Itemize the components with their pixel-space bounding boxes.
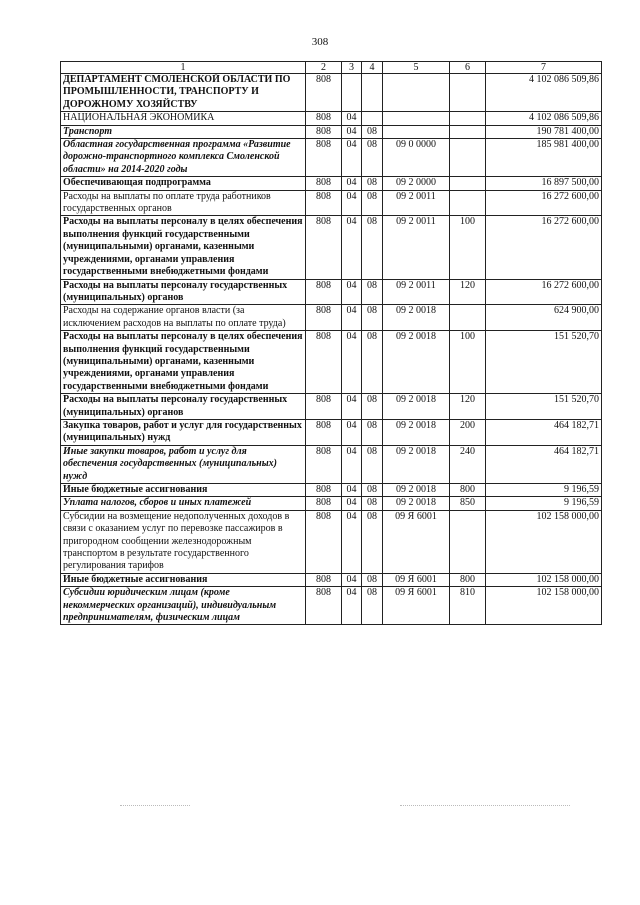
row-name-cell: Закупка товаров, работ и услуг для государственных (муниципальных) нужд	[61, 419, 306, 445]
section-code-cell: 04	[342, 139, 362, 177]
expense-type-cell: 810	[450, 587, 486, 625]
ministry-code-cell: 808	[306, 573, 342, 586]
amount-cell: 464 182,71	[486, 445, 602, 483]
amount-cell: 16 272 600,00	[486, 190, 602, 216]
row-name-cell: Расходы на выплаты персоналу государственных (муниципальных) органов	[61, 279, 306, 305]
target-article-cell	[383, 112, 450, 125]
expense-type-cell: 800	[450, 484, 486, 497]
subsection-code-cell: 08	[362, 125, 383, 138]
section-code-cell: 04	[342, 497, 362, 510]
subsection-code-cell: 08	[362, 216, 383, 279]
amount-cell: 9 196,59	[486, 484, 602, 497]
amount-cell: 16 897 500,00	[486, 177, 602, 190]
expense-type-cell: 120	[450, 279, 486, 305]
row-name-cell: Областная государственная программа «Развитие дорожно-транспортного комплекса Смоленской области» на 2014-2020 годы	[61, 139, 306, 177]
row-name-cell: Транспорт	[61, 125, 306, 138]
table-row	[61, 216, 602, 279]
amount-cell: 102 158 000,00	[486, 587, 602, 625]
section-code-cell: 04	[342, 484, 362, 497]
section-code-cell: 04	[342, 177, 362, 190]
amount-cell: 9 196,59	[486, 497, 602, 510]
expense-type-cell	[450, 112, 486, 125]
subsection-code-cell: 08	[362, 573, 383, 586]
ministry-code-cell: 808	[306, 216, 342, 279]
amount-cell: 16 272 600,00	[486, 216, 602, 279]
subsection-code-cell: 08	[362, 497, 383, 510]
ministry-code-cell: 808	[306, 510, 342, 573]
expense-type-cell: 200	[450, 419, 486, 445]
expense-type-cell	[450, 139, 486, 177]
row-name-cell: ДЕПАРТАМЕНТ СМОЛЕНСКОЙ ОБЛАСТИ ПО ПРОМЫШЛЕННОСТИ, ТРАНСПОРТУ И ДОРОЖНОМУ ХОЗЯЙСТВУ	[61, 74, 306, 112]
amount-cell: 102 158 000,00	[486, 510, 602, 573]
expense-type-cell	[450, 177, 486, 190]
target-article-cell: 09 Я 6001	[383, 587, 450, 625]
table-row	[61, 279, 602, 305]
table-row	[61, 139, 602, 177]
expense-type-cell	[450, 510, 486, 573]
ministry-code-cell: 808	[306, 74, 342, 112]
ministry-code-cell: 808	[306, 125, 342, 138]
section-code-cell: 04	[342, 125, 362, 138]
ministry-code-cell: 808	[306, 190, 342, 216]
expense-type-cell	[450, 305, 486, 331]
subsection-code-cell: 08	[362, 394, 383, 420]
section-code-cell: 04	[342, 394, 362, 420]
target-article-cell: 09 2 0011	[383, 216, 450, 279]
page-number: 308	[311, 36, 329, 48]
section-code-cell: 04	[342, 112, 362, 125]
row-name-cell: Иные бюджетные ассигнования	[61, 484, 306, 497]
section-code-cell: 04	[342, 587, 362, 625]
expense-type-cell: 800	[450, 573, 486, 586]
section-code-cell: 04	[342, 279, 362, 305]
subsection-code-cell: 08	[362, 279, 383, 305]
column-header-7: 7	[486, 62, 602, 74]
ministry-code-cell: 808	[306, 177, 342, 190]
table-row	[61, 177, 602, 190]
column-header-3: 3	[342, 62, 362, 74]
table-row	[61, 587, 602, 625]
ministry-code-cell: 808	[306, 484, 342, 497]
ministry-code-cell: 808	[306, 331, 342, 394]
table-row	[61, 331, 602, 394]
target-article-cell: 09 2 0018	[383, 394, 450, 420]
row-name-cell: Расходы на выплаты персоналу в целях обеспечения выполнения функций государственными (муниципальными) органами, казенными учреждениями, органами управления государственными внебюджетными фондами	[61, 216, 306, 279]
ministry-code-cell: 808	[306, 419, 342, 445]
section-code-cell: 04	[342, 216, 362, 279]
amount-cell: 151 520,70	[486, 331, 602, 394]
column-number-header	[61, 62, 602, 74]
section-code-cell: 04	[342, 573, 362, 586]
subsection-code-cell: 08	[362, 177, 383, 190]
row-name-cell: НАЦИОНАЛЬНАЯ ЭКОНОМИКА	[61, 112, 306, 125]
subsection-code-cell: 08	[362, 419, 383, 445]
table-row	[61, 394, 602, 420]
expense-type-cell	[450, 190, 486, 216]
table-row	[61, 510, 602, 573]
column-header-4: 4	[362, 62, 383, 74]
subsection-code-cell	[362, 74, 383, 112]
target-article-cell: 09 2 0018	[383, 445, 450, 483]
section-code-cell: 04	[342, 331, 362, 394]
table-row	[61, 305, 602, 331]
target-article-cell: 09 0 0000	[383, 139, 450, 177]
amount-cell: 16 272 600,00	[486, 279, 602, 305]
decorative-dots-right	[400, 805, 570, 807]
section-code-cell: 04	[342, 510, 362, 573]
column-header-1: 1	[61, 62, 306, 74]
target-article-cell: 09 2 0018	[383, 305, 450, 331]
section-code-cell: 04	[342, 305, 362, 331]
row-name-cell: Субсидии на возмещение недополученных доходов в связи с оказанием услуг по перевозке пассажиров в пригородном сообщении железнодорожным транспортом в результате государственного регулирования тарифов	[61, 510, 306, 573]
column-header-6: 6	[450, 62, 486, 74]
ministry-code-cell: 808	[306, 445, 342, 483]
row-name-cell: Расходы на выплаты по оплате труда работников государственных органов	[61, 190, 306, 216]
expense-type-cell	[450, 125, 486, 138]
row-name-cell: Субсидии юридическим лицам (кроме некоммерческих организаций), индивидуальным предпринимателям, физическим лицам	[61, 587, 306, 625]
ministry-code-cell: 808	[306, 305, 342, 331]
row-name-cell: Уплата налогов, сборов и иных платежей	[61, 497, 306, 510]
column-header-5: 5	[383, 62, 450, 74]
target-article-cell: 09 Я 6001	[383, 510, 450, 573]
target-article-cell: 09 2 0018	[383, 497, 450, 510]
expense-type-cell: 100	[450, 216, 486, 279]
amount-cell: 102 158 000,00	[486, 573, 602, 586]
row-name-cell: Расходы на содержание органов власти (за исключением расходов на выплаты по оплате труда)	[61, 305, 306, 331]
subsection-code-cell	[362, 112, 383, 125]
target-article-cell: 09 2 0011	[383, 190, 450, 216]
table-row	[61, 497, 602, 510]
target-article-cell: 09 2 0018	[383, 331, 450, 394]
amount-cell: 190 781 400,00	[486, 125, 602, 138]
row-name-cell: Расходы на выплаты персоналу в целях обеспечения выполнения функций государственными (муниципальными) органами, казенными учреждениями, органами управления государственными внебюджетными фондами	[61, 331, 306, 394]
expense-type-cell: 120	[450, 394, 486, 420]
ministry-code-cell: 808	[306, 587, 342, 625]
amount-cell: 4 102 086 509,86	[486, 112, 602, 125]
decorative-dots-left	[120, 805, 190, 807]
row-name-cell: Иные бюджетные ассигнования	[61, 573, 306, 586]
ministry-code-cell: 808	[306, 279, 342, 305]
subsection-code-cell: 08	[362, 484, 383, 497]
expense-type-cell: 100	[450, 331, 486, 394]
section-code-cell: 04	[342, 445, 362, 483]
budget-table	[60, 61, 602, 625]
target-article-cell	[383, 125, 450, 138]
subsection-code-cell: 08	[362, 139, 383, 177]
table-row	[61, 125, 602, 138]
amount-cell: 464 182,71	[486, 419, 602, 445]
section-code-cell: 04	[342, 190, 362, 216]
amount-cell: 624 900,00	[486, 305, 602, 331]
ministry-code-cell: 808	[306, 394, 342, 420]
subsection-code-cell: 08	[362, 331, 383, 394]
table-row	[61, 112, 602, 125]
subsection-code-cell: 08	[362, 190, 383, 216]
subsection-code-cell: 08	[362, 305, 383, 331]
table-row	[61, 573, 602, 586]
ministry-code-cell: 808	[306, 139, 342, 177]
table-row	[61, 74, 602, 112]
row-name-cell: Иные закупки товаров, работ и услуг для обеспечения государственных (муниципальных) нужд	[61, 445, 306, 483]
amount-cell: 4 102 086 509,86	[486, 74, 602, 112]
expense-type-cell	[450, 74, 486, 112]
row-name-cell: Обеспечивающая подпрограмма	[61, 177, 306, 190]
expense-type-cell: 850	[450, 497, 486, 510]
column-header-2: 2	[306, 62, 342, 74]
target-article-cell	[383, 74, 450, 112]
section-code-cell: 04	[342, 419, 362, 445]
target-article-cell: 09 2 0018	[383, 484, 450, 497]
subsection-code-cell: 08	[362, 587, 383, 625]
target-article-cell: 09 2 0000	[383, 177, 450, 190]
table-row	[61, 484, 602, 497]
amount-cell: 151 520,70	[486, 394, 602, 420]
target-article-cell: 09 Я 6001	[383, 573, 450, 586]
ministry-code-cell: 808	[306, 112, 342, 125]
ministry-code-cell: 808	[306, 497, 342, 510]
subsection-code-cell: 08	[362, 510, 383, 573]
subsection-code-cell: 08	[362, 445, 383, 483]
target-article-cell: 09 2 0018	[383, 419, 450, 445]
target-article-cell: 09 2 0011	[383, 279, 450, 305]
amount-cell: 185 981 400,00	[486, 139, 602, 177]
expense-type-cell: 240	[450, 445, 486, 483]
table-row	[61, 419, 602, 445]
row-name-cell: Расходы на выплаты персоналу государственных (муниципальных) органов	[61, 394, 306, 420]
table-row	[61, 190, 602, 216]
table-row	[61, 445, 602, 483]
section-code-cell	[342, 74, 362, 112]
